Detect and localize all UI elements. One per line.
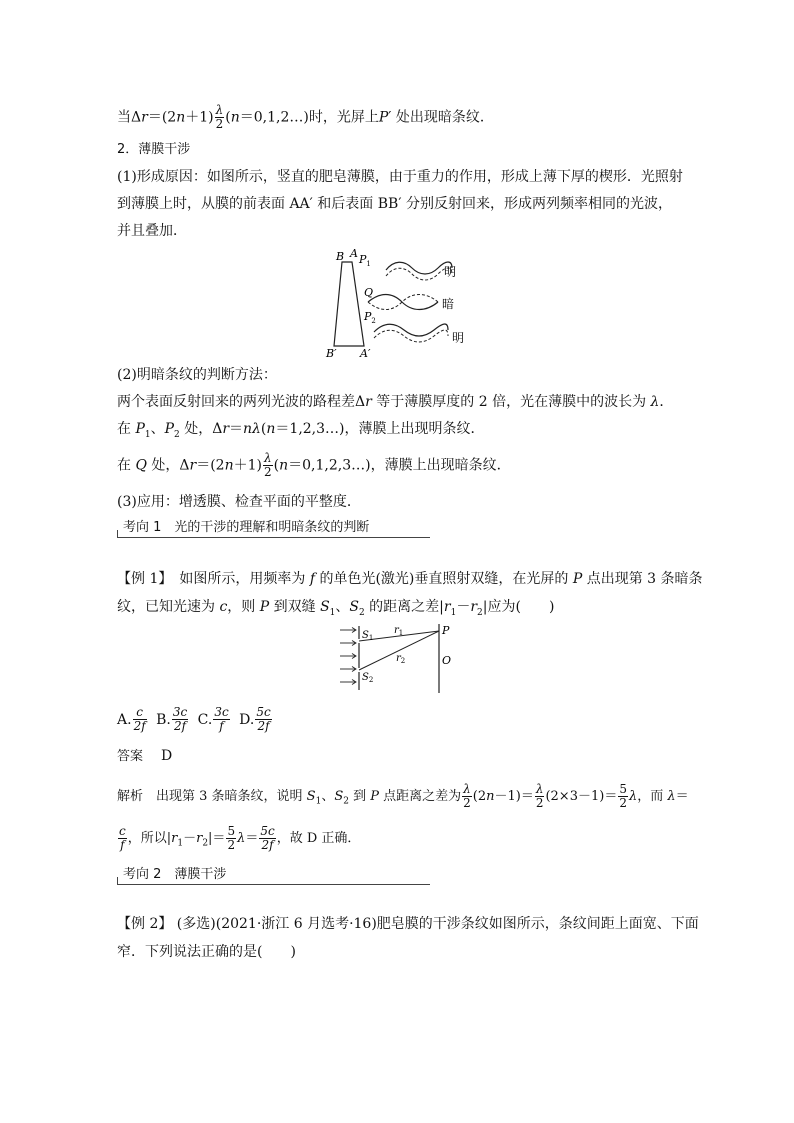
example-1-line-1: 【例 1】 如图所示，用频率为 f 的单色光(激光)垂直照射双缝，在光屏的 P 点出现第 3 条暗条 — [117, 571, 703, 587]
label-P2: $P_2$ — [364, 310, 376, 325]
answer-line: 答案 D — [117, 748, 173, 764]
label-P: P — [442, 624, 450, 637]
label-P1: $P_1$ — [359, 253, 371, 268]
solution-line-1: 解析 出现第 3 条暗条纹，说明 $S_1$、$S_2$ 到 P 点距离之差为 $\frac{\lambda}{2}$ (2n－1)＝ $\frac{\lambda}{2}$ (2×3－1)＝ $\frac{5}{2}$ λ，而 λ＝ — [117, 782, 689, 810]
interference-dark-condition: 当Δr＝(2n＋1) $\frac{\lambda}{2}$ (n＝0,1,2…)时，光屏上P′ 处出现暗条纹． — [117, 103, 494, 131]
label-S1: $S_1$ — [362, 630, 374, 642]
solution-line-2: $\frac{c}{f}$ ，所以$|r_1-r_2|=$ $\frac{5}{2}$ λ＝ $\frac{5c}{2f}$ ，故 D 正确． — [119, 824, 361, 852]
label-O: O — [442, 654, 452, 667]
label-r1: $r_1$ — [394, 625, 404, 637]
section-header-1: 考向 1 光的干涉的理解和明暗条纹的判断 — [117, 516, 430, 538]
label-A: A — [350, 247, 358, 260]
paragraph-judgement-method: (2)明暗条纹的判断方法： — [117, 367, 277, 383]
section-header-2: 考向 2 薄膜干涉 — [117, 863, 430, 885]
example-2-line-2: 窄．下列说法正确的是( ) — [117, 944, 296, 960]
section-heading-thin-film: 2．薄膜干涉 — [117, 142, 191, 157]
example-2-line-1: 【例 2】 (多选)(2021·浙江 6 月选考·16)肥皂膜的干涉条纹如图所示，条纹间距上面宽、下面 — [117, 916, 699, 932]
label-r2: $r_2$ — [396, 653, 406, 665]
option-c[interactable]: C. $\frac{3c}{f}$ — [197, 705, 229, 733]
label-bright-1: 明 — [444, 265, 457, 279]
option-a[interactable]: A. $\frac{c}{2f}$ — [117, 705, 146, 733]
option-d[interactable]: D. $\frac{5c}{2f}$ — [239, 705, 271, 733]
label-S2: $S_2$ — [362, 672, 374, 684]
label-B: B — [336, 250, 345, 263]
paragraph-applications: (3)应用：增透膜、检查平面的平整度． — [117, 494, 361, 510]
paragraph-formation-3: 并且叠加． — [117, 223, 187, 239]
label-B-prime: B′ — [326, 347, 337, 358]
paragraph-formation-2: 到薄膜上时，从膜的前表面 AA′ 和后表面 BB′ 分别反射回来，形成两列频率相同的光波， — [117, 196, 672, 212]
fraction-lambda-over-2: $\frac{\lambda}{2}$ — [263, 451, 272, 479]
paragraph-formation-1: (1)形成原因：如图所示，竖直的肥皂薄膜，由于重力的作用，形成上薄下厚的楔形．光照射 — [117, 169, 683, 185]
example-1-line-2: 纹，已知光速为 c，则 P 到双缝 $S_1$、$S_2$ 的距离之差$|r_1-r_2|$应为( ) — [117, 599, 555, 618]
paragraph-path-difference: 两个表面反射回来的两列光波的路程差Δr 等于薄膜厚度的 2 倍，光在薄膜中的波长为 λ． — [117, 394, 674, 410]
label-dark: 暗 — [442, 297, 455, 311]
answer-options — [117, 706, 273, 733]
label-A-prime: A′ — [360, 347, 371, 358]
label-bright-2: 明 — [452, 331, 465, 345]
double-slit-figure — [338, 624, 458, 694]
paragraph-dark-condition: 在 Q 处，Δr＝(2n＋1) $\frac{\lambda}{2}$ (n＝0,1,2,3…)，薄膜上出现暗条纹． — [117, 451, 511, 479]
fraction-lambda-over-2: $\frac{\lambda}{2}$ — [215, 103, 224, 131]
thin-film-figure — [322, 246, 482, 358]
paragraph-bright-condition: 在 $P_1$、$P_2$ 处，Δr＝nλ(n＝1,2,3…)，薄膜上出现明条纹． — [117, 421, 485, 440]
option-b[interactable]: B. $\frac{3c}{2f}$ — [156, 705, 188, 733]
label-Q: Q — [364, 286, 374, 299]
